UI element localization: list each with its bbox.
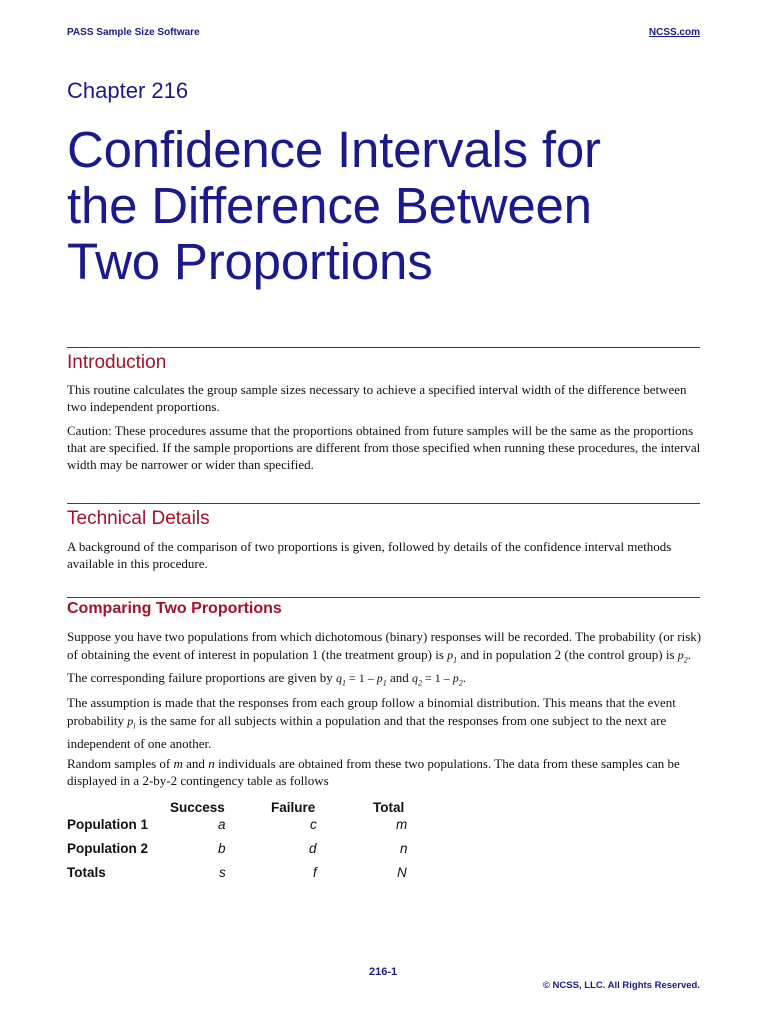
column-header-total: Total: [373, 800, 405, 815]
equation-q2: $q_2 = 1 - p_2$: [412, 671, 463, 688]
introduction-heading: Introduction: [67, 352, 167, 373]
section-divider: [67, 347, 700, 348]
symbol-p2: $p_2$: [677, 648, 688, 665]
copyright-notice: © NCSS, LLC. All Rights Reserved.: [542, 980, 700, 991]
table-cell: f: [313, 865, 317, 880]
column-header-success: Success: [170, 800, 225, 815]
section-divider: [67, 503, 700, 504]
technical-details-heading: Technical Details: [67, 508, 210, 529]
header-software-name: PASS Sample Size Software: [67, 27, 200, 38]
technical-paragraph-1: A background of the comparison of two proportions is given, followed by details of the confidence interval methods available in this procedure.: [67, 539, 672, 571]
subsection-divider: [67, 597, 700, 598]
table-cell: b: [218, 841, 226, 856]
comparing-heading: Comparing Two Proportions: [67, 600, 282, 617]
header-ncss-link[interactable]: NCSS.com: [648, 27, 700, 38]
row-label: Population 1: [67, 817, 148, 832]
table-cell: c: [310, 817, 317, 832]
table-row: [67, 817, 412, 841]
introduction-paragraph-1: This routine calculates the group sample sizes necessary to achieve a specified interval width of the difference between two independent proportions.: [67, 382, 687, 414]
comparing-paragraph-2: The assumption is made that the responses from each group follow a binomial distribution. This means that the event probability $p_i$ is the same for all subjects within a population and that the responses from one subject to the next are independent of one another.: [67, 695, 676, 752]
row-label: Totals: [67, 865, 106, 880]
row-label: Population 2: [67, 841, 148, 856]
table-cell: a: [218, 817, 226, 832]
table-header-row: [67, 800, 412, 817]
title-line-2: the Difference Between: [67, 177, 592, 234]
table-cell: N: [397, 865, 407, 880]
page-number: 216-1: [369, 966, 398, 978]
comparing-paragraph-1: Suppose you have two populations from which dichotomous (binary) responses will be recorded. The probability (or risk) of obtaining the event of interest in population 1 (the treatment group) is $p_1$ and in population 2 (the control group) is $p_2$. The corresponding failure proportions are given by $q_1 = 1 - p_1$ and $q_2 = 1 - p_2$.: [67, 629, 702, 688]
table-row: [67, 841, 412, 865]
column-header-failure: Failure: [271, 800, 316, 815]
symbol-p1: $p_1$: [447, 648, 458, 665]
symbol-pi: $p_i$: [127, 714, 136, 731]
table-cell: s: [219, 865, 226, 880]
table-cell: d: [309, 841, 317, 856]
chapter-label: Chapter 216: [67, 78, 189, 103]
contingency-table: [67, 800, 412, 889]
page-title: [67, 122, 717, 290]
table-row: [67, 865, 412, 889]
comparing-paragraph-3: Random samples of m and n individuals are obtained from these two populations. The data from these samples can be displayed in a 2-by-2 contingency table as follows: [67, 756, 680, 788]
title-line-1: Confidence Intervals for: [67, 121, 601, 178]
table-cell: m: [396, 817, 408, 832]
introduction-paragraph-2: Caution: These procedures assume that the proportions obtained from future samples will be the same as the proportions that are specified. If the sample proportions are different from those specified when running these procedures, the interval width may be narrower or wider than specified.: [67, 423, 701, 472]
equation-q1: $q_1 = 1 - p_1$: [335, 671, 387, 688]
title-line-3: Two Proportions: [67, 233, 433, 290]
table-cell: n: [400, 841, 408, 856]
